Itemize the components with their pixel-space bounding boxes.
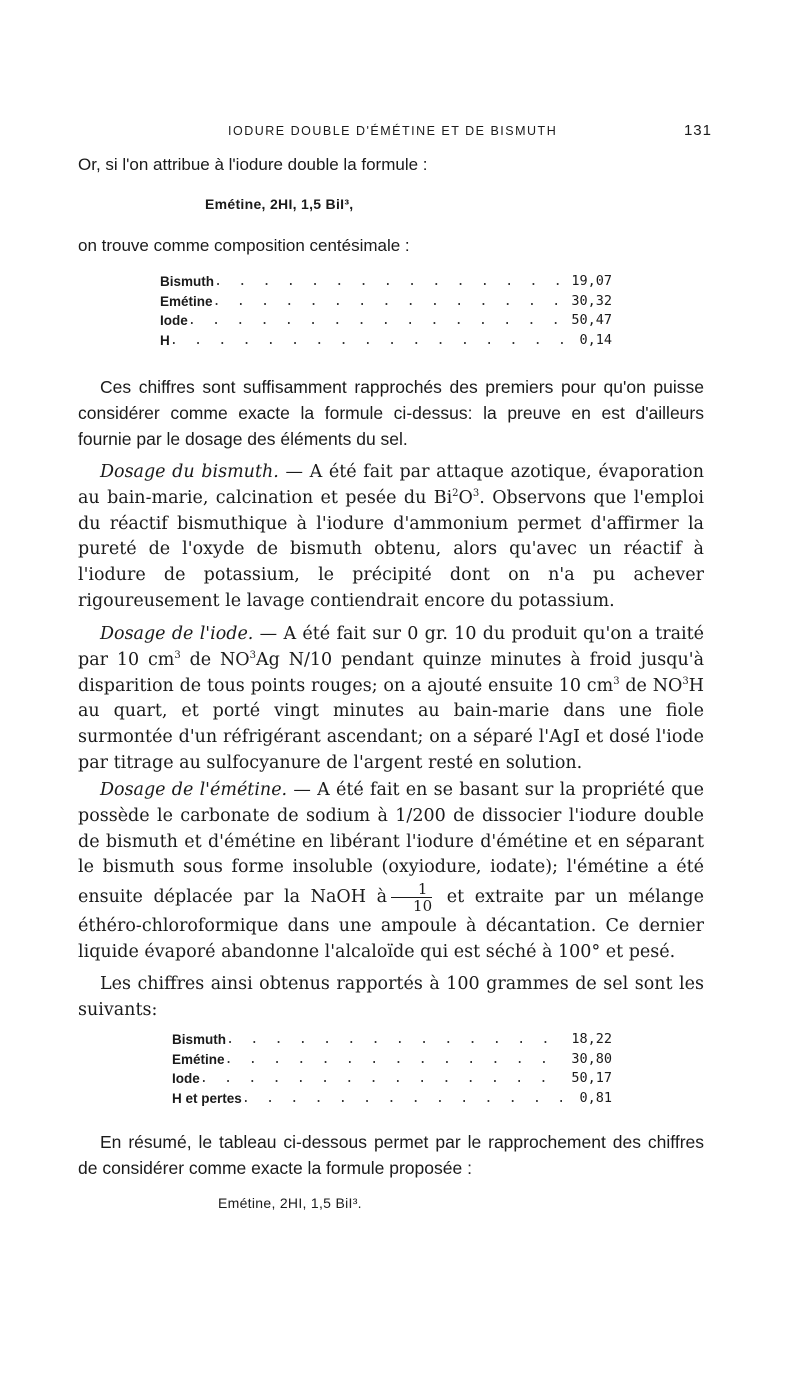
paragraph-conclusion: En résumé, le tableau ci-dessous permet par le rapprochement des chiffres de considérer comme exacte la formule proposée : [78, 1132, 704, 1178]
composition-table-measured [172, 1030, 612, 1108]
page-number: 131 [683, 122, 712, 139]
formula-conclusion: Emétine, 2HI, 1,5 BiI³. [218, 1195, 362, 1211]
running-title: IODURE DOUBLE D'ÉMÉTINE ET DE BISMUTH [228, 124, 558, 138]
section-title-emetine: Dosage de l'émétine. [100, 780, 288, 800]
intro-line: Or, si l'on attribue à l'iodure double la formule : [78, 155, 428, 174]
paragraph-dosage-iode: Dosage de l'iode. — A été fait sur 0 gr. 10 du produit qu'on a traité par 10 $cm^3$ de $NO^3Ag$ N/10 pendant quinze minutes à froid jusqu'à disparition de tous points rouges; on a ajouté ensuite 10 $cm^3$ de $NO^3H$ au quart, et porté vingt minutes au bain-marie dans une fiole surmontée d'un réfrigérant ascendant; on a séparé l'AgI et dosé l'iode par titrage au sulfocyanure de l'argent resté en solution. [78, 624, 705, 773]
composition-line: on trouve comme composition centésimale : [78, 236, 410, 255]
formula-intro: Emétine, 2HI, 1,5 BiI³, [205, 196, 354, 212]
section-title-bismuth: Dosage du bismuth. [100, 462, 279, 482]
table-row: H et pertes . . . 0,81 [172, 1089, 612, 1109]
table-row: H . . . 0,14 [160, 331, 612, 351]
composition-table-theoretical [160, 272, 612, 350]
table-row: Iode . . . 50,47 [160, 311, 612, 331]
table-row: Iode . . . 50,17 [172, 1069, 612, 1089]
table-row: Emétine . . . 30,80 [172, 1050, 612, 1070]
paragraph-dosage-emetine: Dosage de l'émétine. — A été fait en se basant sur la propriété que possède le carbonate de sodium à 1/200 de dissocier l'iodure double de bismuth et d'émétine en libérant l'iodure d'émétine et en séparant le bismuth sous forme insoluble (oxyiodure, iodate); l'émétine a été ensuite déplacée par la NaOH à $\frac{1}{10}$ et extraite par un mélange éthéro-chloroformique dans une ampoule à décantation. Ce dernier liquide évaporé abandonne l'alcaloïde qui est séché à 100° et pesé. [78, 780, 705, 962]
page-header [78, 118, 718, 148]
paragraph-comparison: Ces chiffres sont suffisamment rapprochés des premiers pour qu'on puisse considérer comme exacte la formule ci-dessus: la preuve en est d'ailleurs fournie par le dosage des éléments du sel. [78, 377, 704, 449]
fraction: $\frac{1}{10}$ [391, 881, 432, 914]
paragraph-results-intro: Les chiffres ainsi obtenus rapportés à 100 grammes de sel sont les suivants: [78, 974, 704, 1020]
table-row: Emétine . . . 30,32 [160, 292, 612, 312]
paragraph-dosage-bismuth: Dosage du bismuth. — A été fait par attaque azotique, évaporation au bain-marie, calcination et pesée du $Bi^2O^3$. Observons que l'emploi du réactif bismuthique à l'iodure d'ammonium permet d'affirmer la pureté de l'oxyde de bismuth obtenu, alors qu'avec un réactif à l'iodure de potassium, le précipité dont on n'a pu achever rigoureusement le lavage contiendrait encore du potassium. [78, 462, 704, 611]
table-row: Bismuth . . . 18,22 [172, 1030, 612, 1050]
table-row: Bismuth . . . 19,07 [160, 272, 612, 292]
section-title-iode: Dosage de l'iode. [100, 624, 254, 644]
